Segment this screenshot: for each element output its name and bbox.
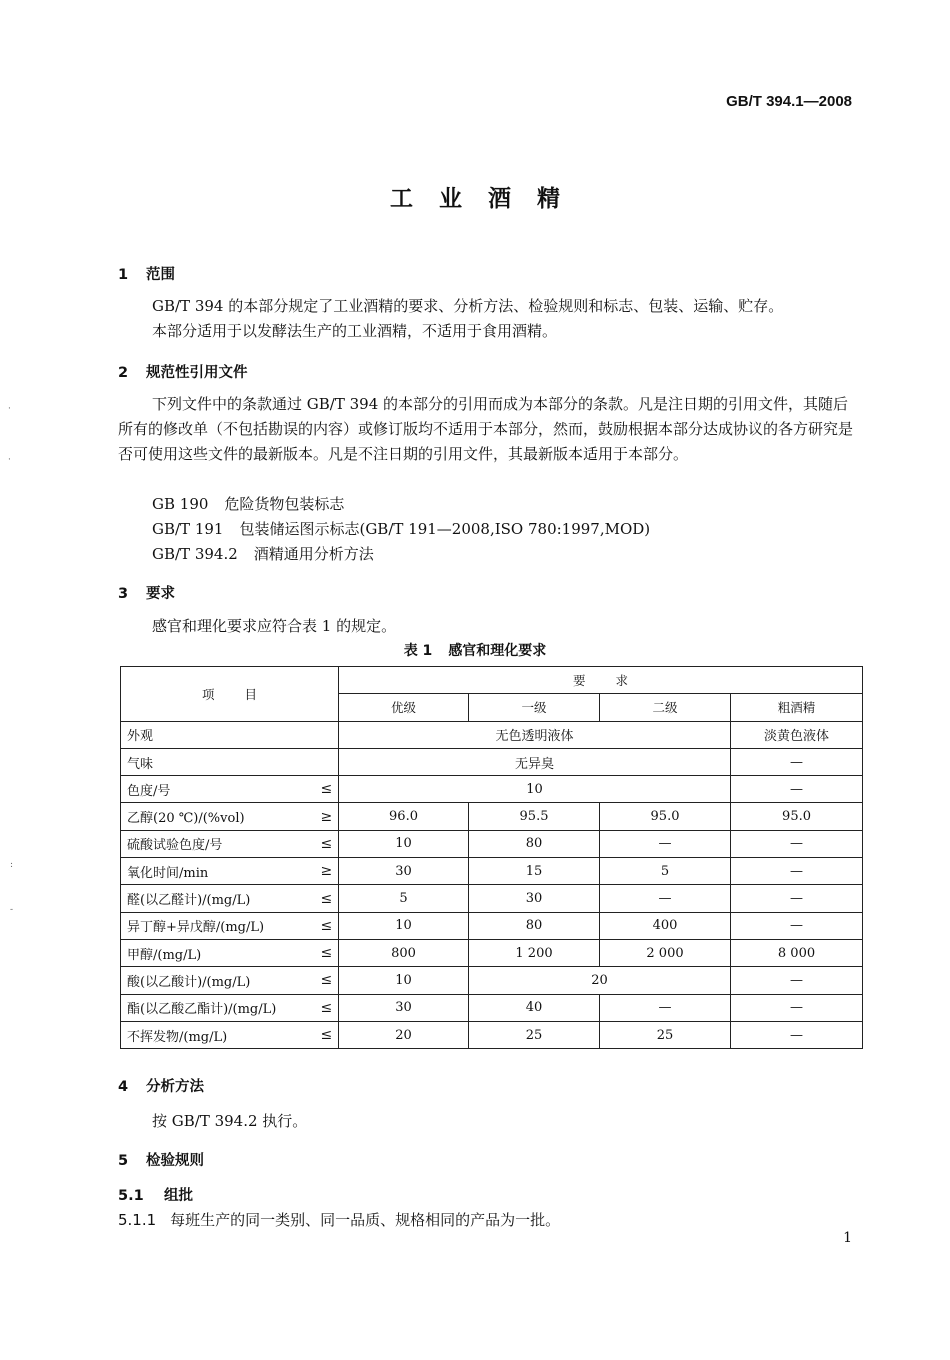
row-value: — [731,1021,863,1048]
row-value-merged: 10 [339,776,731,803]
table-row [121,939,863,966]
row-value: 400 [600,912,731,939]
reference-item [152,518,650,539]
section-number: 4 [118,1079,129,1095]
table-row [121,967,863,994]
row-value: — [731,994,863,1021]
row-value: — [731,967,863,994]
row-value: 5 [600,858,731,885]
row-operator: ≥ [315,858,339,885]
row-value: — [600,830,731,857]
section-3-paragraph-1: 感官和理化要求应符合表 1 的规定。 [152,617,397,635]
clause-text: 每班生产的同一类别、同一品质、规格相同的产品为一批。 [170,1211,561,1229]
row-value: — [600,994,731,1021]
row-value: 10 [339,912,469,939]
row-value: 95.5 [469,803,600,830]
row-value-merged: 无异臭 [339,748,731,775]
table-caption-title: 感官和理化要求 [448,643,547,659]
row-item: 酯(以乙酸乙酯计)/(mg/L) [121,994,315,1021]
section-title: 组批 [164,1188,193,1204]
table-row [121,912,863,939]
row-operator [315,721,339,748]
row-value: — [731,885,863,912]
row-value: 淡黄色液体 [731,721,863,748]
row-item: 乙醇(20 ℃)/(%vol) [121,803,315,830]
reference-item [152,493,344,514]
section-4-heading [118,1075,204,1096]
row-value: 15 [469,858,600,885]
section-number: 2 [118,365,129,381]
section-2-paragraph-1: 下列文件中的条款通过 GB/T 394 的本部分的引用而成为本部分的条款。凡是注日期的引用文件，其随后所有的修改单（不包括勘误的内容）或修订版均不适用于本部分，然而，鼓励根据本部分达成协议的各方研究是否可使用这些文件的最新版本。凡是不注日期的引用文件，其最新版本适用于本部分。 [118,395,854,463]
document-title: 工业酒精 [390,186,586,212]
row-value: 8 000 [731,939,863,966]
row-value: 95.0 [731,803,863,830]
section-number: 5.1 [118,1188,144,1204]
row-value: — [731,912,863,939]
row-item: 异丁醇+异戊醇/(mg/L) [121,912,315,939]
reference-code: GB 190 [152,495,209,513]
row-value: 25 [469,1021,600,1048]
table-caption-label: 表 1 [403,643,433,659]
column-header-requirement: 要求 [339,667,863,694]
column-header-item: 项目 [121,667,339,722]
row-value: — [600,885,731,912]
table-header-row [121,667,863,694]
row-item: 醛(以乙醛计)/(mg/L) [121,885,315,912]
reference-code: GB/T 191 [152,520,224,538]
section-title: 规范性引用文件 [146,365,248,381]
reference-title: 包装储运图示标志(GB/T 191—2008,ISO 780:1997,MOD) [239,520,651,538]
row-value: 40 [469,994,600,1021]
table-row [121,858,863,885]
grade-header: 优级 [339,694,469,721]
row-value-merged: 20 [469,967,731,994]
grade-header: 一级 [469,694,600,721]
row-operator: ≤ [315,939,339,966]
row-item: 氧化时间/min [121,858,315,885]
table-row [121,885,863,912]
grade-header: 粗酒精 [731,694,863,721]
table-row [121,776,863,803]
table-caption [0,640,950,660]
scan-mark: · [8,455,11,465]
requirements-table [120,666,863,1049]
section-number: 5 [118,1153,129,1169]
row-value: 95.0 [600,803,731,830]
section-2-heading [118,361,248,382]
row-item: 甲醇/(mg/L) [121,939,315,966]
row-value: 10 [339,830,469,857]
row-operator: ≤ [315,1021,339,1048]
row-value-merged: 无色透明液体 [339,721,731,748]
section-title: 范围 [146,267,175,283]
row-value: 2 000 [600,939,731,966]
table-row [121,1021,863,1048]
clause-5-1-1 [118,1208,858,1233]
row-operator: ≤ [315,885,339,912]
row-item: 气味 [121,748,315,775]
row-value: 1 200 [469,939,600,966]
row-item: 不挥发物/(mg/L) [121,1021,315,1048]
scan-mark: - [10,905,14,915]
section-5-1-heading [118,1184,193,1205]
row-value: 10 [339,967,469,994]
row-value: 800 [339,939,469,966]
row-value: 96.0 [339,803,469,830]
section-1-heading [118,263,175,284]
reference-title: 酒精通用分析方法 [253,545,374,563]
row-operator: ≥ [315,803,339,830]
row-value: — [731,776,863,803]
row-value: — [731,748,863,775]
row-operator [315,748,339,775]
row-value: 80 [469,912,600,939]
section-1-paragraph-2: 本部分适用于以发酵法生产的工业酒精，不适用于食用酒精。 [152,322,558,340]
table-row [121,830,863,857]
table-row [121,721,863,748]
row-operator: ≤ [315,967,339,994]
reference-title: 危险货物包装标志 [224,495,345,513]
row-value: — [731,830,863,857]
table-row [121,803,863,830]
row-item: 外观 [121,721,315,748]
row-operator: ≤ [315,776,339,803]
row-item: 色度/号 [121,776,315,803]
row-item: 硫酸试验色度/号 [121,830,315,857]
row-value: 5 [339,885,469,912]
section-title: 分析方法 [146,1079,204,1095]
row-value: 20 [339,1021,469,1048]
section-number: 1 [118,267,129,283]
table-row [121,994,863,1021]
row-operator: ≤ [315,994,339,1021]
row-operator: ≤ [315,912,339,939]
section-title: 检验规则 [146,1153,204,1169]
section-number: 3 [118,586,129,602]
row-operator: ≤ [315,830,339,857]
section-1-paragraph-1: GB/T 394 的本部分规定了工业酒精的要求、分析方法、检验规则和标志、包装、运输、贮存。 [152,297,784,315]
row-value: 80 [469,830,600,857]
row-value: 30 [469,885,600,912]
table-row [121,748,863,775]
page-number: 1 [843,1230,852,1246]
clause-number: 5.1.1 [118,1211,157,1229]
section-3-heading [118,582,175,603]
row-value: — [731,858,863,885]
reference-code: GB/T 394.2 [152,545,238,563]
scan-mark: · [8,404,11,414]
row-value: 30 [339,858,469,885]
section-5-heading [118,1149,204,1170]
grade-header: 二级 [600,694,731,721]
scan-mark: : [10,860,14,870]
row-value: 30 [339,994,469,1021]
row-item: 酸(以乙酸计)/(mg/L) [121,967,315,994]
section-4-paragraph-1: 按 GB/T 394.2 执行。 [152,1112,308,1130]
reference-item [152,543,374,564]
row-value: 25 [600,1021,731,1048]
standard-number: GB/T 394.1—2008 [726,93,852,110]
section-title: 要求 [146,586,175,602]
